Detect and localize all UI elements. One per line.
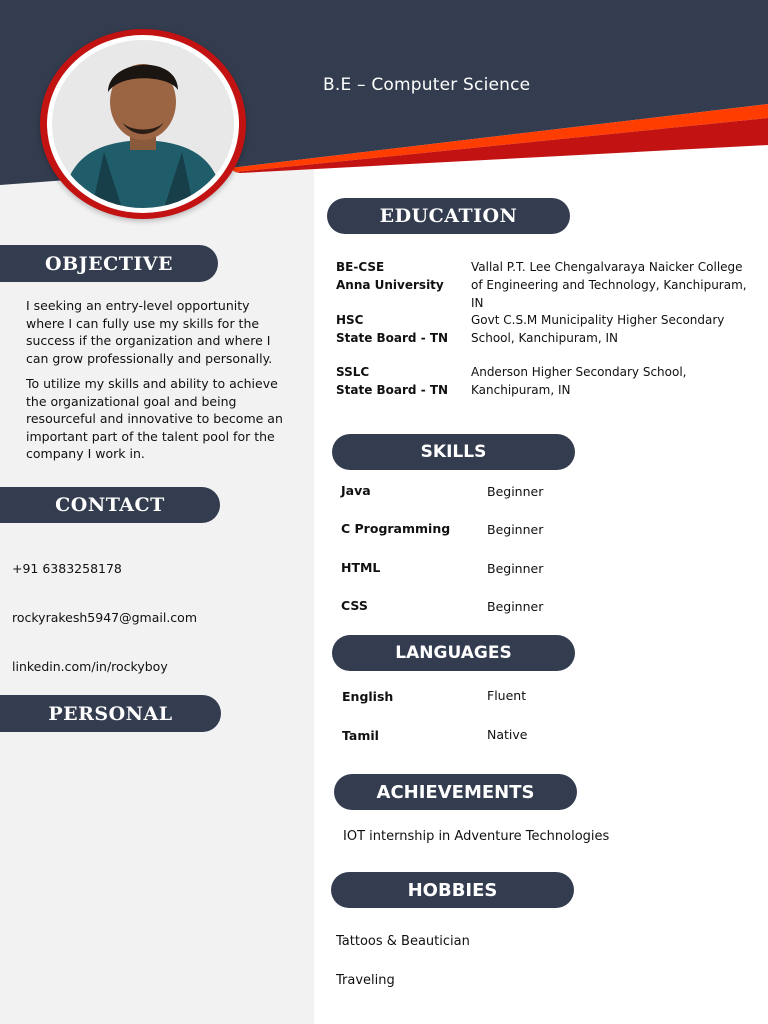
hobbies-heading: HOBBIES [331,872,574,908]
objective-paragraph-1: I seeking an entry-level opportunity where I can fully use my skills for the success if the organization and where I can grow professionally and personally. [26,298,273,366]
skill-name: C Programming [341,521,451,536]
education-school: Govt C.S.M Municipality Higher Secondary School, Kanchipuram, IN [471,313,725,345]
skill-level: Beginner [487,522,544,537]
education-board: State Board - TN [336,331,449,345]
education-school: Vallal P.T. Lee Chengalvaraya Naicker College of Engineering and Technology, Kanchipuram, IN [471,260,747,310]
language-level: Native [487,727,528,742]
skill-level: Beginner [487,561,544,576]
contact-phone: +91 6383258178 [12,561,122,576]
education-heading: EDUCATION [327,198,570,234]
skill-level: Beginner [487,599,544,614]
education-level: SSLC [336,365,370,379]
contact-linkedin: linkedin.com/in/rockyboy [12,659,168,674]
objective-heading: OBJECTIVE [0,245,218,282]
personal-heading: PERSONAL [0,695,221,732]
language-name: Tamil [342,728,379,743]
skill-name: Java [341,483,371,498]
language-level: Fluent [487,688,527,703]
education-school: Anderson Higher Secondary School, Kanchipuram, IN [471,365,687,397]
degree-title: B.E – Computer Science [323,75,531,95]
objective-paragraph-2: To utilize my skills and ability to achieve the organizational goal and being resourceful and innovative to become an important part of the talent pool for the company I work in. [26,376,283,461]
achievement-item: IOT internship in Adventure Technologies [343,829,610,844]
languages-heading: LANGUAGES [332,635,575,671]
skill-name: CSS [341,598,368,613]
education-board: State Board - TN [336,383,449,397]
skill-level: Beginner [487,484,544,499]
skill-name: HTML [341,560,381,575]
profile-photo [52,40,234,208]
objective-text [26,297,290,471]
skills-heading: SKILLS [332,434,575,470]
achievements-heading: ACHIEVEMENTS [334,774,577,810]
hobby-item: Traveling [336,973,395,988]
contact-email: rockyrakesh5947@gmail.com [12,610,197,625]
language-name: English [342,689,394,704]
education-level: HSC [336,313,364,327]
education-level: BE-CSE [336,260,385,274]
hobby-item: Tattoos & Beautician [336,934,470,949]
contact-heading: CONTACT [0,487,220,523]
profile-photo-frame [40,29,246,219]
education-board: Anna University [336,278,444,292]
